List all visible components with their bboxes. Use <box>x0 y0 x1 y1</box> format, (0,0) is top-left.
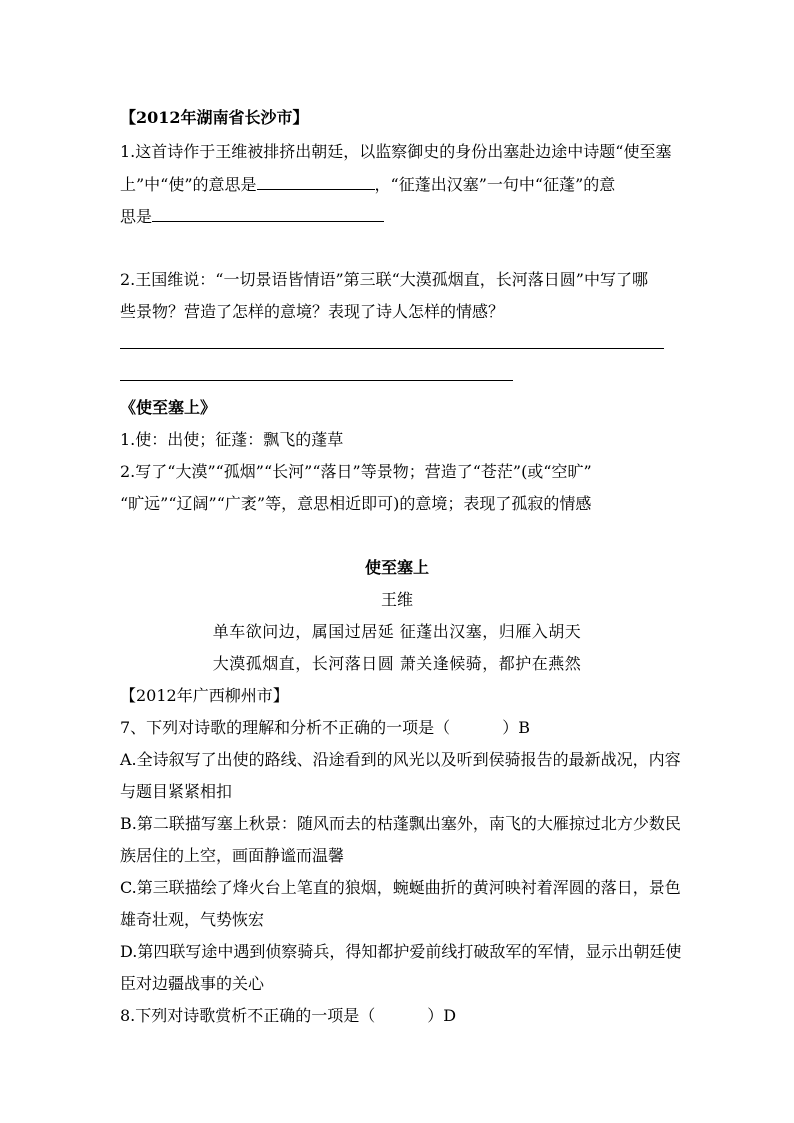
option-c-line-2: 雄奇壮观，气势恢宏 <box>120 910 265 929</box>
option-b-line-1: B.第二联描写塞上秋景：随风而去的枯蓬飘出塞外，南飞的大雁掠过北方少数民 <box>120 814 681 833</box>
poem-author: 王维 <box>380 590 413 609</box>
option-d-line-1: D.第四联写途中遇到侦察骑兵，得知都护爱前线打破敌军的军情，显示出朝廷使 <box>120 942 682 961</box>
option-c-line-1: C.第三联描绘了烽火台上笔直的狼烟，蜿蜒曲折的黄河映衬着浑圆的落日，景色 <box>120 878 681 897</box>
question-8-stem <box>120 1006 680 1026</box>
question-7-stem-a: 7、下列对诗歌的理解和分析不正确的一项是（ <box>120 718 451 737</box>
question-2-line-1: 2.王国维说：“一切景语皆情语”第三联“大漠孤烟直，长河落日圆”中写了哪 <box>120 270 648 289</box>
option-b-line-2: 族居住的上空，画面静谧而温馨 <box>120 846 345 865</box>
question-1-line-3 <box>120 206 680 227</box>
question-1-text-a: 上”中“使”的意思是 <box>120 175 257 194</box>
answer-line-2[interactable] <box>120 380 513 381</box>
option-a-line-2: 与题目紧紧相扣 <box>120 782 233 801</box>
poem-line-2: 大漠孤烟直，长河落日圆 萧关逢候骑，都护在燕然 <box>212 654 582 673</box>
question-1-line-1: 1.这首诗作于王维被排挤出朝廷，以监察御史的身份出塞赴边途中诗题“使至塞 <box>120 142 672 161</box>
question-7-stem <box>120 718 680 738</box>
question-7-stem-b: ）B <box>502 718 530 737</box>
section-title-changsha: 【2012年湖南省长沙市】 <box>120 108 309 127</box>
question-1-text-b: ，“征蓬出汉塞”一句中“征蓬”的意 <box>374 175 616 194</box>
section-title-liuzhou: 【2012年广西柳州市】 <box>120 686 289 705</box>
answer-blank-2[interactable] <box>152 206 384 222</box>
question-1-text-c: 思是 <box>120 207 153 226</box>
answer-1: 1.使：出使；征蓬：飘飞的蓬草 <box>120 430 344 449</box>
question-8-stem-a: 8.下列对诗歌赏析不正确的一项是（ <box>120 1006 376 1025</box>
answer-blank-1[interactable] <box>257 174 375 190</box>
poem-title: 使至塞上 <box>364 558 429 577</box>
answers-title: 《使至塞上》 <box>120 398 217 417</box>
option-a-line-1: A.全诗叙写了出使的路线、沿途看到的风光以及听到侯骑报告的最新战况，内容 <box>120 750 681 769</box>
question-1-line-2 <box>120 174 680 195</box>
answer-line-1[interactable] <box>120 348 664 349</box>
answer-2-line-2: “旷远”“辽阔”“广袤”等，意思相近即可)的意境；表现了孤寂的情感 <box>120 494 592 513</box>
question-2-line-2: 些景物？营造了怎样的意境？表现了诗人怎样的情感？ <box>120 302 505 321</box>
option-d-line-2: 臣对边疆战事的关心 <box>120 974 265 993</box>
answer-2-line-1: 2.写了“大漠”“孤烟”“长河”“落日”等景物；营造了“苍茫”(或“空旷” <box>120 462 592 481</box>
question-8-stem-b: ）D <box>427 1006 457 1025</box>
poem-line-1: 单车欲问边，属国过居延 征蓬出汉塞，归雁入胡天 <box>212 622 582 641</box>
